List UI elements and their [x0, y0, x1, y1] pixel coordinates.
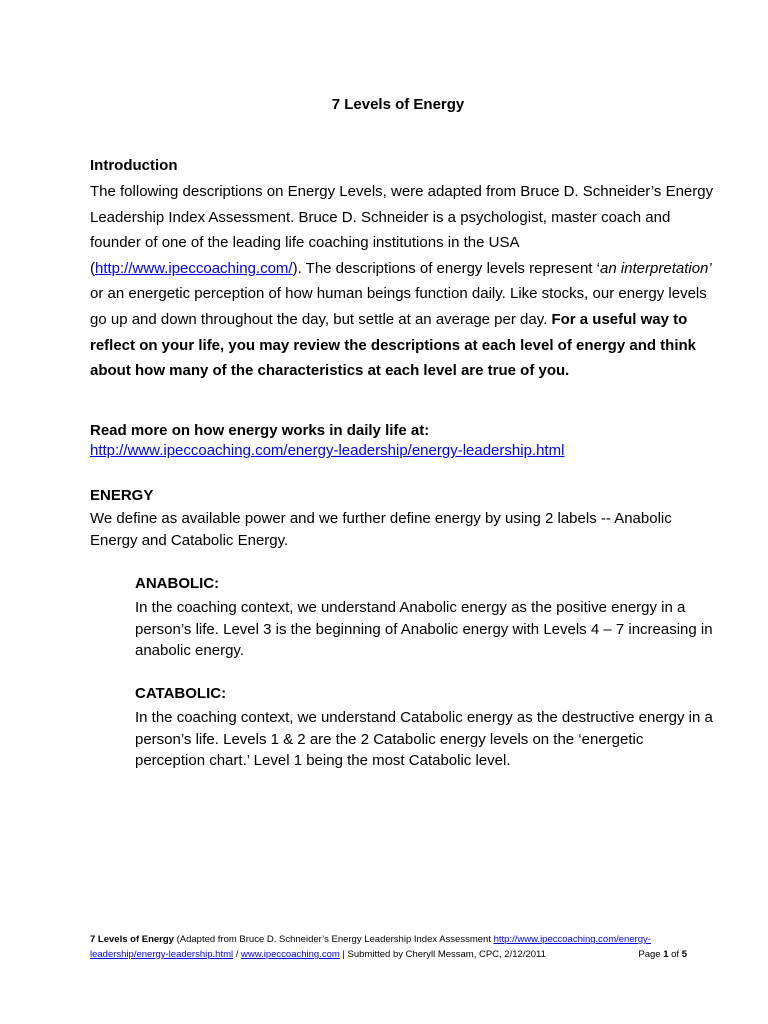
footer-text-2: | Submitted by Cheryll Messam, CPC, 2/12/2011 — [339, 949, 546, 960]
intro-italic: an interpretation’ — [599, 259, 712, 277]
page-title: 7 Levels of Energy — [331, 96, 465, 113]
intro-bold: For a useful way to reflect on your life, you may review the descriptions at each level of energy and think about how many of the characteristics at each level are true of you. — [90, 310, 697, 380]
readmore-label: Read more on how energy works in daily life at: — [90, 422, 430, 439]
footer-link-energy[interactable]: http://www.ipeccoaching.com/energy-leadership/energy-leadership.html — [90, 934, 651, 960]
readmore-link[interactable]: http://www.ipeccoaching.com/energy-leadership/energy-leadership.html — [90, 442, 565, 459]
catabolic-paragraph: In the coaching context, we understand Catabolic energy as the destructive energy in a person’s life. Levels 1 & 2 are the 2 Catabolic energy levels on the ‘energetic perception chart.’ Level 1 being the most Catabolic level. — [135, 709, 713, 769]
intro-text-3: or an energetic perception of how human beings function daily. Like stocks, our energy levels go up and down throughout the day, but settle at an average per day. — [90, 285, 707, 328]
footer-link-home[interactable]: www.ipeccoaching.com — [241, 949, 340, 960]
ipec-link[interactable]: http://www.ipeccoaching.com/ — [95, 259, 293, 277]
catabolic-heading: CATABOLIC: — [135, 685, 227, 702]
anabolic-paragraph: In the coaching context, we understand Anabolic energy as the positive energy in a person’s life. Level 3 is the beginning of Anabolic energy with Levels 4 – 7 increasing in anabolic energy. — [135, 599, 713, 659]
intro-text-1: The following descriptions on Energy Levels, were adapted from Bruce D. Schneider’s Energy Leadership Index Assessment. Bruce D. Schneider is a psychologist, master coach and founder of one of the leading life coaching institutions in the USA ( — [90, 183, 714, 277]
page-footer — [90, 932, 715, 962]
intro-paragraph — [90, 179, 715, 384]
energy-paragraph: We define as available power and we further define energy by using 2 labels -- Anabolic Energy and Catabolic Energy. — [90, 510, 672, 549]
intro-heading: Introduction — [90, 157, 178, 174]
readmore-section — [90, 421, 715, 461]
footer-separator: / — [233, 949, 242, 960]
energy-heading: ENERGY — [90, 487, 154, 504]
intro-text-2: ). The descriptions of energy levels represent ‘ — [292, 259, 600, 277]
footer-text-1: (Adapted from Bruce D. Schneider’s Energy Leadership Index Assessment — [173, 934, 494, 945]
footer-title: 7 Levels of Energy — [90, 934, 174, 945]
page-number: Page 1 of 5 — [638, 949, 687, 960]
anabolic-heading: ANABOLIC: — [135, 575, 220, 592]
